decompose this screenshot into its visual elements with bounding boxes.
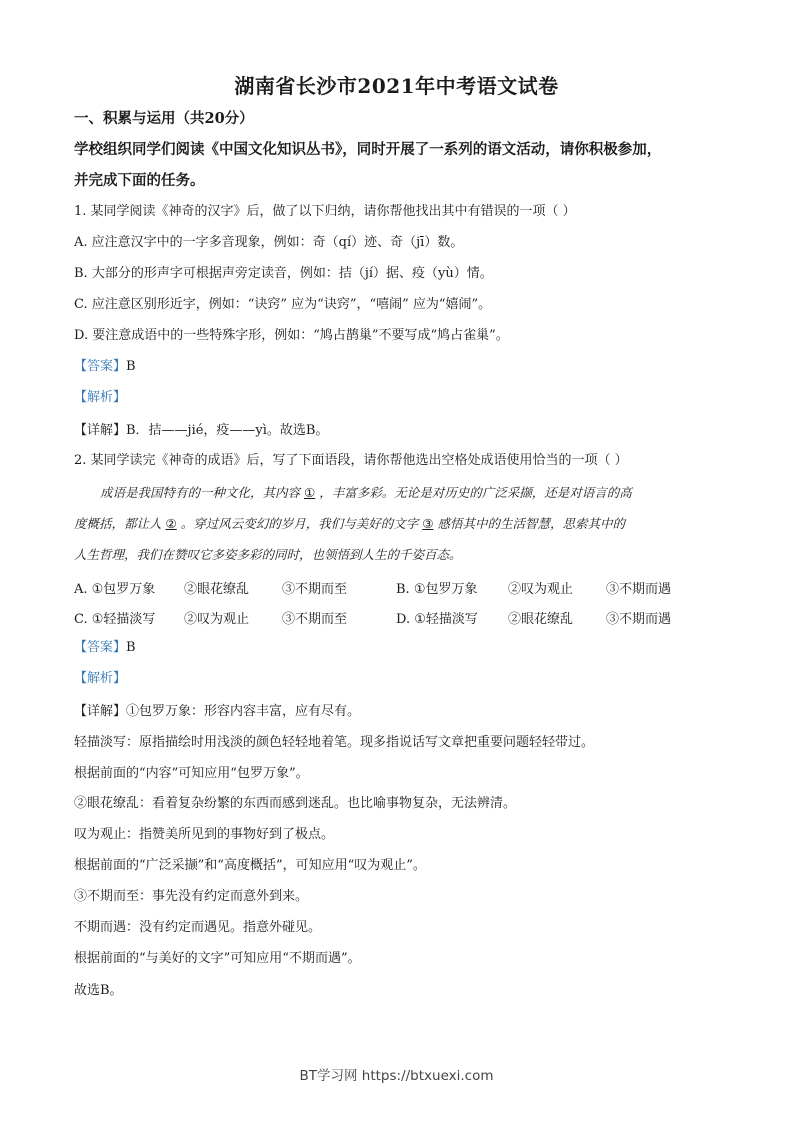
q2-stem: 2. 某同学读完《神奇的成语》后，写了下面语段，请你帮他选出空格处成语使用恰当的一项（ ） [74, 453, 628, 468]
q2-option-c-3: ③不期而至 [282, 612, 348, 627]
q2-passage-line-3: 人生哲理，我们在赞叹它多姿多彩的同时，也领悟到人生的千姿百态。 [74, 547, 462, 562]
footer-site-link[interactable]: BT学习网 https://btxuexi.com [299, 1068, 494, 1084]
answer-tag: 【答案】 [74, 640, 127, 655]
intro-line-1: 学校组织同学们阅读《中国文化知识丛书》，同时开展了一系列的语文活动，请你积极参加， [74, 141, 662, 158]
q1-detail: 【详解】B．拮——jié，疫——yì。故选B。 [74, 423, 329, 438]
page-title: 湖南省长沙市2021年中考语文试卷 [234, 74, 559, 98]
q2-detail-line: ②眼花缭乱：看着复杂纷繁的东西而感到迷乱。也比喻事物复杂，无法辨清。 [74, 796, 517, 811]
answer-value: B [126, 359, 136, 374]
blank-2: ② [165, 516, 177, 531]
answer-value: B [126, 640, 136, 655]
q2-option-b-2: ②叹为观止 [508, 582, 574, 597]
q2-detail-line: 不期而遇：没有约定而遇见。指意外碰见。 [74, 920, 322, 935]
q2-answer [74, 639, 724, 657]
q2-option-a-3: ③不期而至 [282, 582, 348, 597]
q2-option-d-1: D. ①轻描淡写 [396, 612, 478, 627]
q2-option-d-3: ③不期而遇 [606, 612, 672, 627]
q2-option-d-2: ②眼花缭乱 [508, 612, 574, 627]
q2-analysis-tag: 【解析】 [74, 671, 127, 686]
blank-1: ① [304, 485, 316, 500]
q1-option-d: D. 要注意成语中的一些特殊字形，例如：“鸠占鹊巢”不要写成“鸠占雀巢”。 [74, 328, 509, 343]
q2-option-a-1: A. ①包罗万象 [74, 582, 156, 597]
q2-option-b-1: B. ①包罗万象 [396, 582, 478, 597]
q2-detail-line: 根据前面的“内容”可知应用“包罗万象”。 [74, 766, 309, 781]
intro-line-2: 并完成下面的任务。 [74, 172, 205, 189]
q2-option-a-2: ②眼花缭乱 [184, 582, 250, 597]
answer-tag: 【答案】 [74, 359, 127, 374]
q2-option-b-3: ③不期而遇 [606, 582, 672, 597]
q2-passage-line-2: 度概括，都让人 ② 。穿过风云变幻的岁月，我们与美好的文字 ③ 感悟其中的生活智慧，思索其中的 [74, 516, 625, 531]
q2-detail-line: 根据前面的“广泛采撷”和“高度概括”，可知应用“叹为观止”。 [74, 858, 426, 873]
q2-detail-line: 叹为观止：指赞美所见到的事物好到了极点。 [74, 827, 335, 842]
q1-stem: 1. 某同学阅读《神奇的汉字》后，做了以下归纳，请你帮他找出其中有错误的一项（ ） [74, 204, 576, 219]
q2-detail-line: 轻描淡写：原指描绘时用浅淡的颜色轻轻地着笔。现多指说话写文章把重要问题轻轻带过。 [74, 735, 595, 750]
q1-option-a: A. 应注意汉字中的一字多音现象，例如：奇（qí）迹、奇（jī）数。 [74, 235, 464, 250]
q1-answer [74, 358, 724, 376]
section-heading: 一、积累与运用（共20分） [74, 110, 254, 127]
q2-detail-line: 【详解】①包罗万象：形容内容丰富，应有尽有。 [74, 704, 361, 719]
q1-option-b: B. 大部分的形声字可根据声旁定读音，例如：拮（jí）据、疫（yù）情。 [74, 266, 493, 281]
q1-option-c: C. 应注意区别形近字，例如：“诀窍” 应为“诀窍”，“嘻闹” 应为“嬉闹”。 [74, 297, 492, 312]
q2-detail-line: 故选B。 [74, 983, 123, 998]
q2-passage-line-1: 成语是我国特有的一种文化，其内容 ① ，丰富多彩。无论是对历史的广泛采撷，还是对语言的高 [100, 485, 632, 500]
q1-analysis-tag: 【解析】 [74, 390, 127, 405]
q2-option-c-1: C. ①轻描淡写 [74, 612, 156, 627]
q2-detail-line: ③不期而至：事先没有约定而意外到来。 [74, 889, 309, 904]
q2-detail-line: 根据前面的“与美好的文字”可知应用“不期而遇”。 [74, 951, 361, 966]
blank-3: ③ [422, 516, 434, 531]
q2-option-c-2: ②叹为观止 [184, 612, 250, 627]
